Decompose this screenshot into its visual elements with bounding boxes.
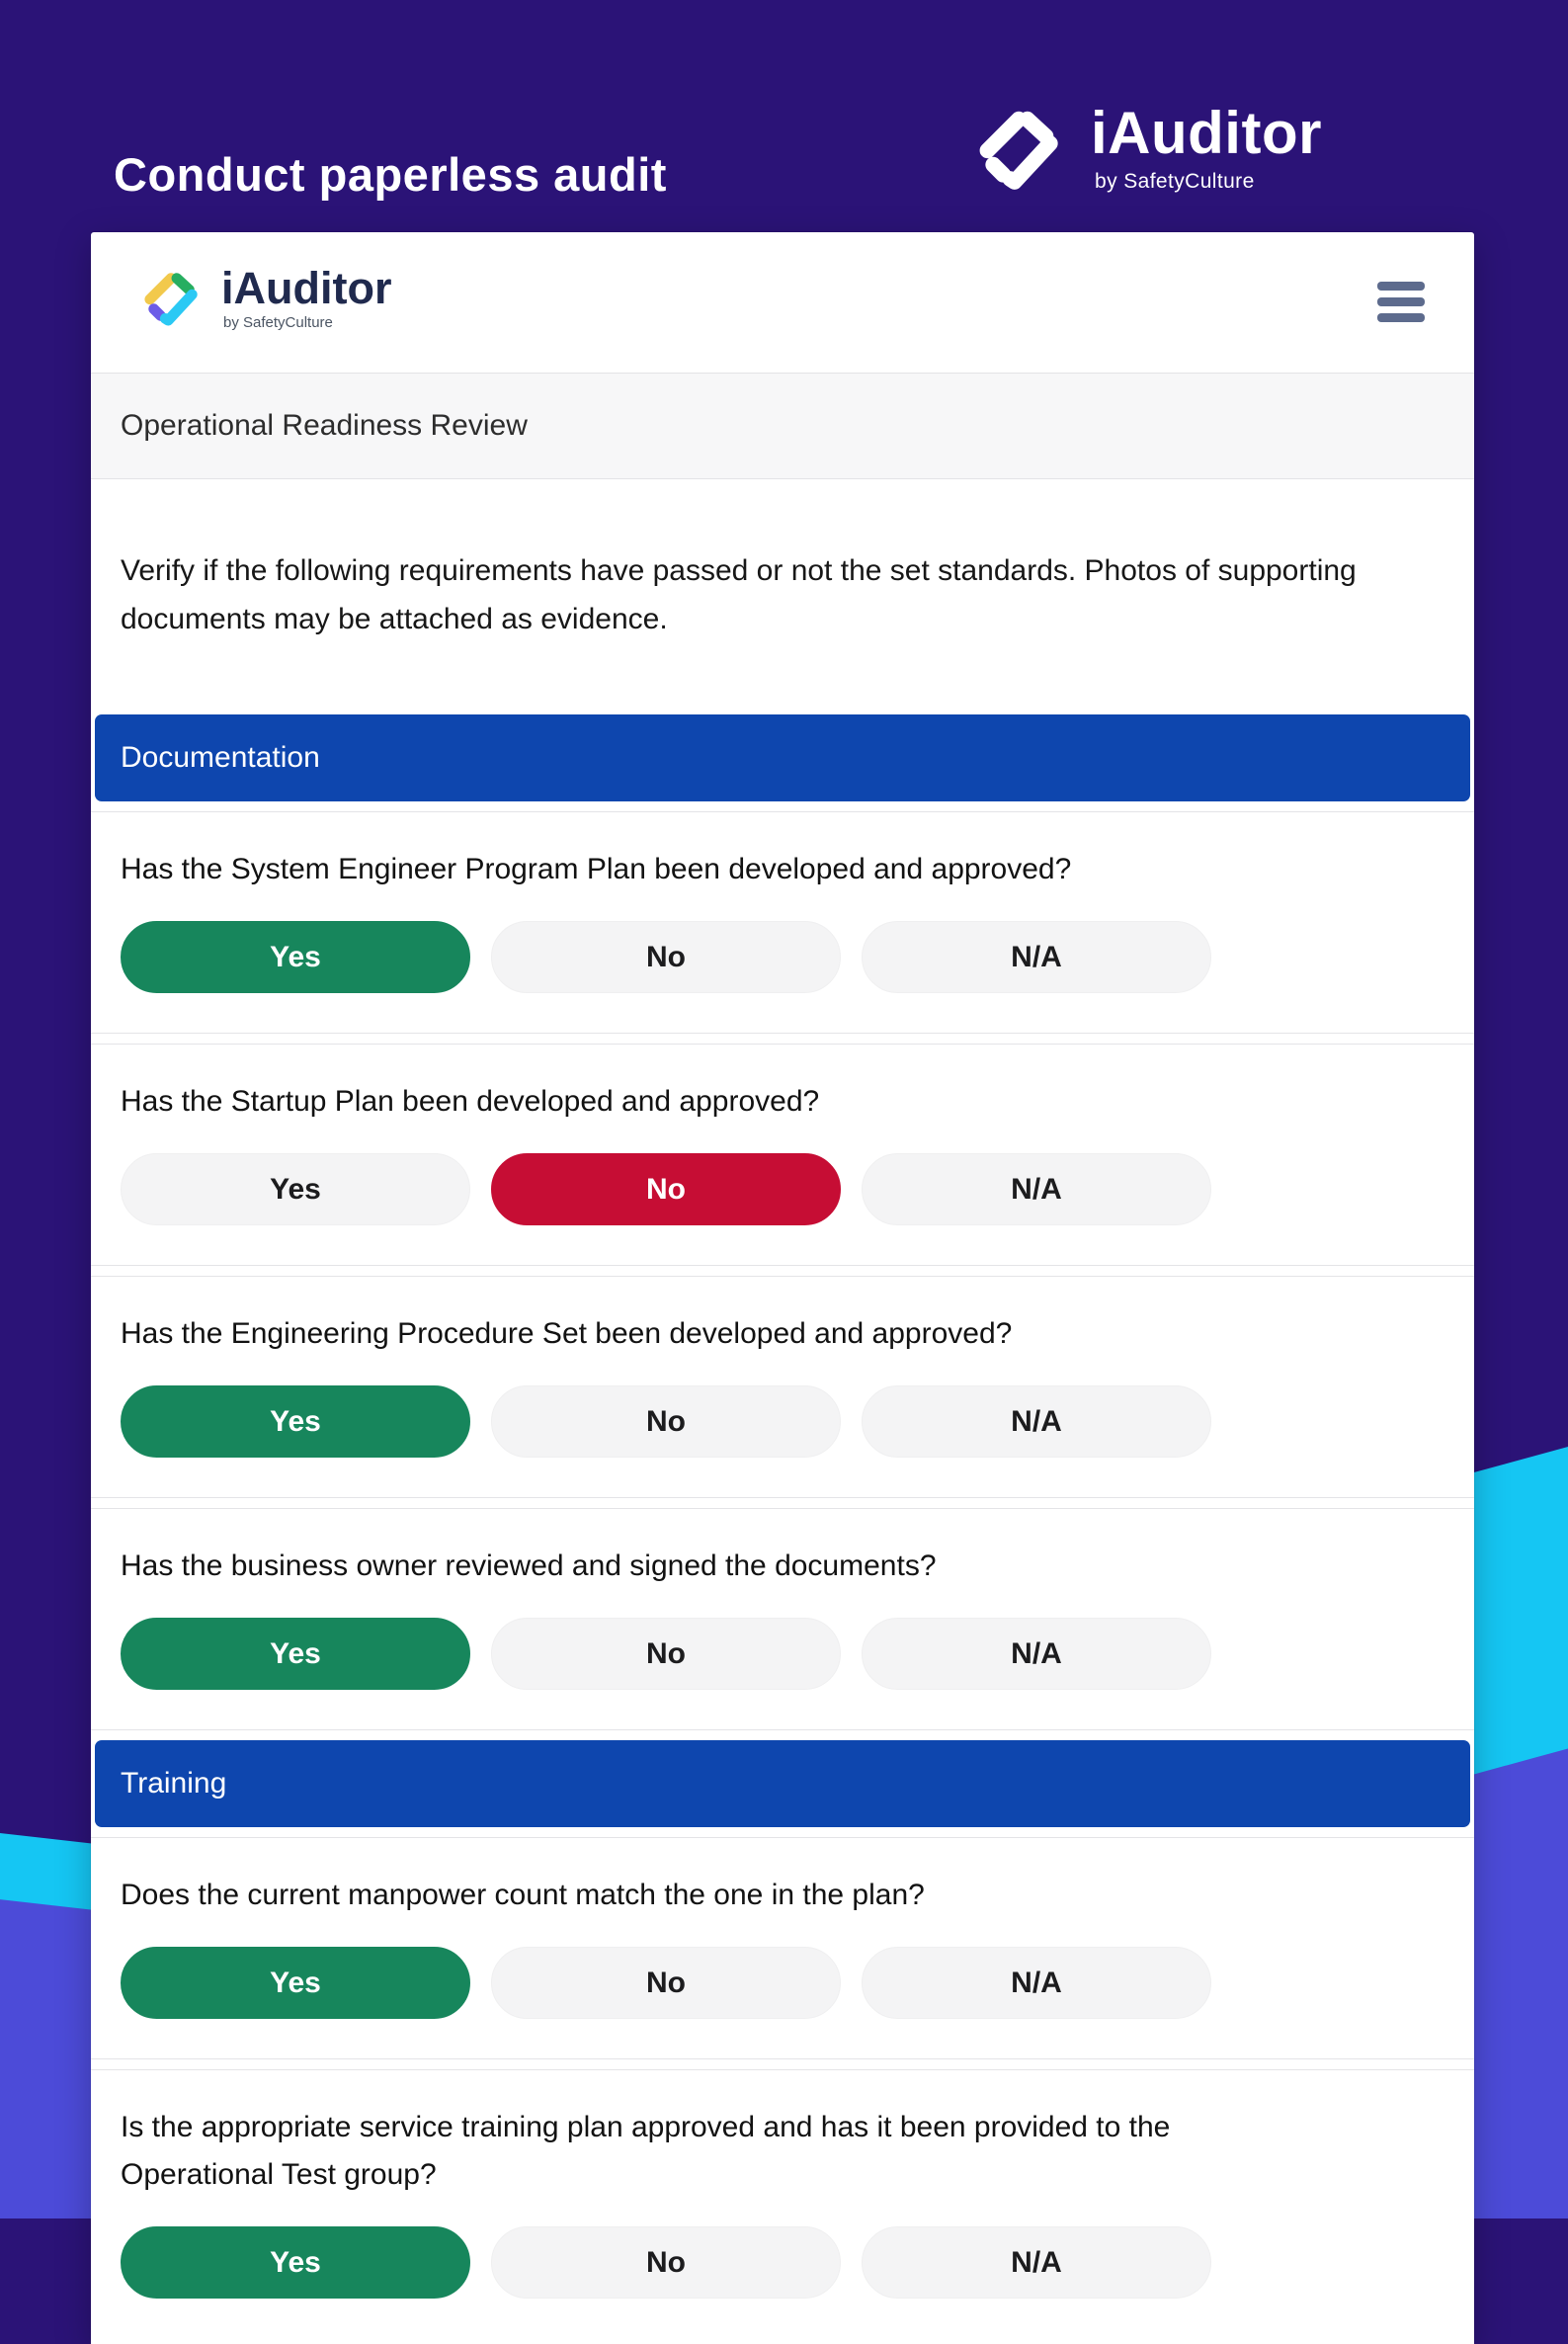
card-header [91,232,1474,373]
answer-na-button[interactable]: N/A [862,2226,1211,2299]
answer-no-button[interactable]: No [491,1385,841,1458]
section-header [95,1740,1470,1827]
brand-name: iAuditor [221,263,392,313]
answer-yes-button[interactable]: Yes [121,921,470,993]
page-title: Conduct paperless audit [114,148,667,202]
check-mark-logo-icon [976,101,1067,197]
cyan-accent-left [0,1833,95,1910]
question-text: Has the Startup Plan been developed and approved? [121,1085,820,1118]
answer-na-button[interactable]: N/A [862,1385,1211,1458]
answer-group [121,1947,1444,2019]
audit-title: Operational Readiness Review [121,409,528,442]
answer-group [121,1153,1444,1225]
question-row [91,1276,1474,1498]
answer-no-button[interactable]: No [491,1153,841,1225]
answer-group [121,1618,1444,1690]
answer-na-button[interactable]: N/A [862,1153,1211,1225]
audit-description: Verify if the following requirements have passed or not the set standards. Photos of supporting documents may be attached as evidence. [121,554,1357,635]
sections [91,714,1474,2344]
audit-card [91,232,1474,2344]
question-text: Does the current manpower count match the one in the plan? [121,1879,925,1911]
answer-na-button[interactable]: N/A [862,921,1211,993]
question-text: Has the business owner reviewed and signed the documents? [121,1549,937,1582]
brand-name: iAuditor [1091,100,1322,166]
question-row [91,1837,1474,2059]
hero-brand-logo [976,101,1322,197]
question-text: Has the Engineering Procedure Set been developed and approved? [121,1317,1013,1350]
audit-title-band [91,373,1474,479]
answer-yes-button[interactable]: Yes [121,2226,470,2299]
answer-no-button[interactable]: No [491,1947,841,2019]
question-text: Is the appropriate service training plan approved and has it been provided to the Operational Test group? [121,2111,1171,2191]
cyan-accent-right [1472,1447,1568,1775]
question-row [91,1508,1474,1730]
answer-na-button[interactable]: N/A [862,1618,1211,1690]
answer-group [121,921,1444,993]
answer-yes-button[interactable]: Yes [121,1153,470,1225]
answer-no-button[interactable]: No [491,2226,841,2299]
check-mark-logo-icon [142,266,204,332]
answer-na-button[interactable]: N/A [862,1947,1211,2019]
answer-yes-button[interactable]: Yes [121,1618,470,1690]
card-brand-logo [142,263,392,332]
answer-yes-button[interactable]: Yes [121,1947,470,2019]
answer-no-button[interactable]: No [491,921,841,993]
answer-group [121,2226,1444,2299]
section-header [95,714,1470,801]
question-row [91,811,1474,1034]
section-label: Training [121,1767,227,1800]
answer-group [121,1385,1444,1458]
section-label: Documentation [121,741,320,774]
question-row [91,1044,1474,1266]
answer-yes-button[interactable]: Yes [121,1385,470,1458]
answer-no-button[interactable]: No [491,1618,841,1690]
brand-byline: by SafetyCulture [1095,170,1255,193]
brand-byline: by SafetyCulture [223,314,333,331]
question-row [91,2069,1474,2344]
question-text: Has the System Engineer Program Plan been developed and approved? [121,853,1072,885]
hamburger-menu-icon[interactable] [1377,282,1425,322]
